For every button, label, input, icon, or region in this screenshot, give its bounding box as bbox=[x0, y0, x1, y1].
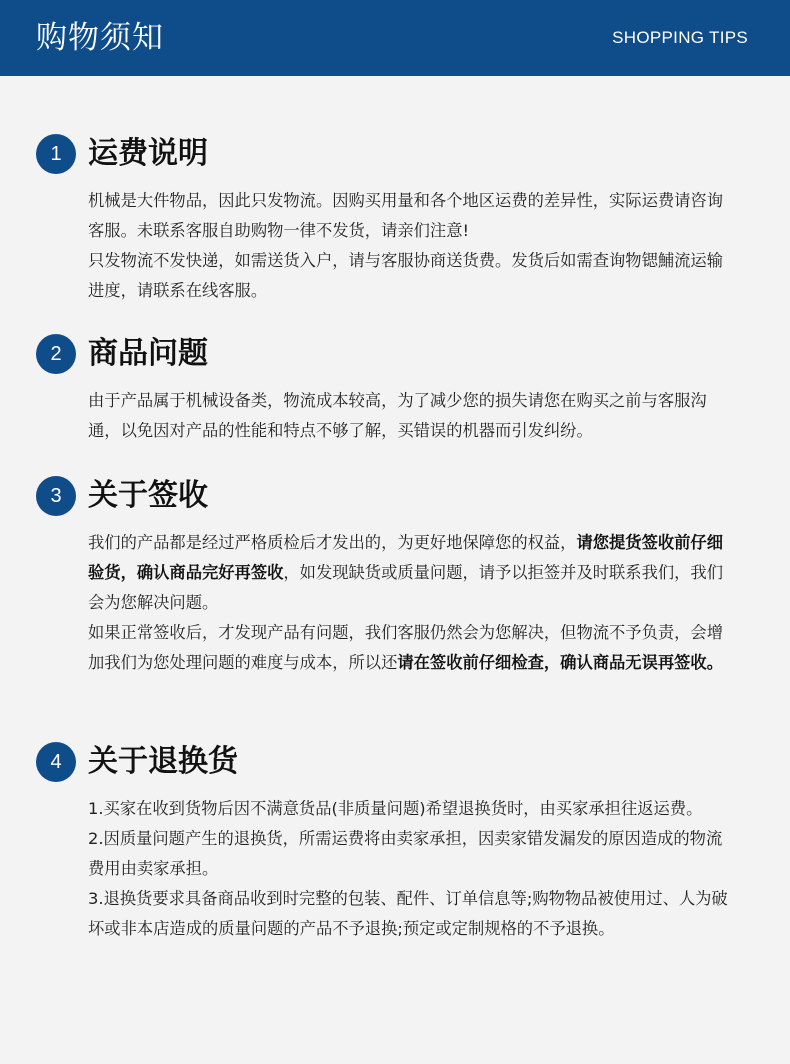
header-bar bbox=[0, 0, 790, 76]
section-returns bbox=[36, 740, 726, 944]
section-title: 关于退换货 bbox=[88, 744, 238, 779]
section-number-badge: 3 bbox=[36, 476, 76, 516]
section-number-badge: 2 bbox=[36, 334, 76, 374]
paragraph-emphasis: 请在签收前仔细检查，确认商品无误再签收。 bbox=[397, 653, 723, 672]
section-paragraph: 只发物流不发快递，如需送货入户，请与客服协商送货费。发货后如需查询物锶鯆流运输进度，请联系在线客服。 bbox=[88, 251, 723, 300]
section-paragraph: 1.买家在收到货物后因不满意货品(非质量问题)希望退换货时，由买家承担往返运费。 bbox=[88, 799, 703, 818]
section-paragraph bbox=[88, 618, 728, 678]
section-product-issues bbox=[36, 332, 726, 446]
section-paragraph: 3.退换货要求具备商品收到时完整的包装、配件、订单信息等;购物物品被使用过、人为破坏或非本店造成的质量问题的产品不予退换;预定或定制规格的不予退换。 bbox=[88, 889, 728, 938]
section-shipping bbox=[36, 132, 726, 306]
section-signing bbox=[36, 474, 726, 678]
section-paragraph: 机械是大件物品，因此只发物流。因购买用量和各个地区运费的差异性，实际运费请咨询客服。未联系客服自助购物一律不发货，请亲们注意! bbox=[88, 191, 723, 240]
page-title: 购物须知 bbox=[36, 20, 164, 56]
section-paragraph: 2.因质量问题产生的退换货，所需运费将由卖家承担，因卖家错发漏发的原因造成的物流费用由卖家承担。 bbox=[88, 829, 723, 878]
section-paragraph bbox=[88, 528, 728, 618]
section-heading bbox=[36, 132, 726, 176]
paragraph-emphasis: 请您提货签收前仔细验货，确认商品完好再签收 bbox=[88, 533, 723, 582]
paragraph-text: 我们的产品都是经过严格质检后才发出的，为更好地保障您的权益， bbox=[88, 533, 577, 552]
section-number-badge: 1 bbox=[36, 134, 76, 174]
paragraph-text: 如果正常签收后，才发现产品有问题，我们客服仍然会为您解决，但物流不予负责，会增加我们为您处理问题的难度与成本，所以还 bbox=[88, 623, 723, 672]
section-heading bbox=[36, 332, 726, 376]
section-title: 关于签收 bbox=[88, 478, 208, 513]
section-heading bbox=[36, 740, 726, 784]
section-title: 运费说明 bbox=[88, 136, 208, 171]
section-paragraph: 由于产品属于机械设备类，物流成本较高，为了减少您的损失请您在购买之前与客服沟通，以免因对产品的性能和特点不够了解，买错误的机器而引发纠纷。 bbox=[88, 391, 707, 440]
section-title: 商品问题 bbox=[88, 336, 208, 371]
page-subtitle: SHOPPING TIPS bbox=[612, 28, 748, 47]
paragraph-text: ，如发现缺货或质量问题，请予以拒签并及时联系我们，我们会为您解决问题。 bbox=[88, 563, 723, 612]
section-number-badge: 4 bbox=[36, 742, 76, 782]
section-heading bbox=[36, 474, 726, 518]
